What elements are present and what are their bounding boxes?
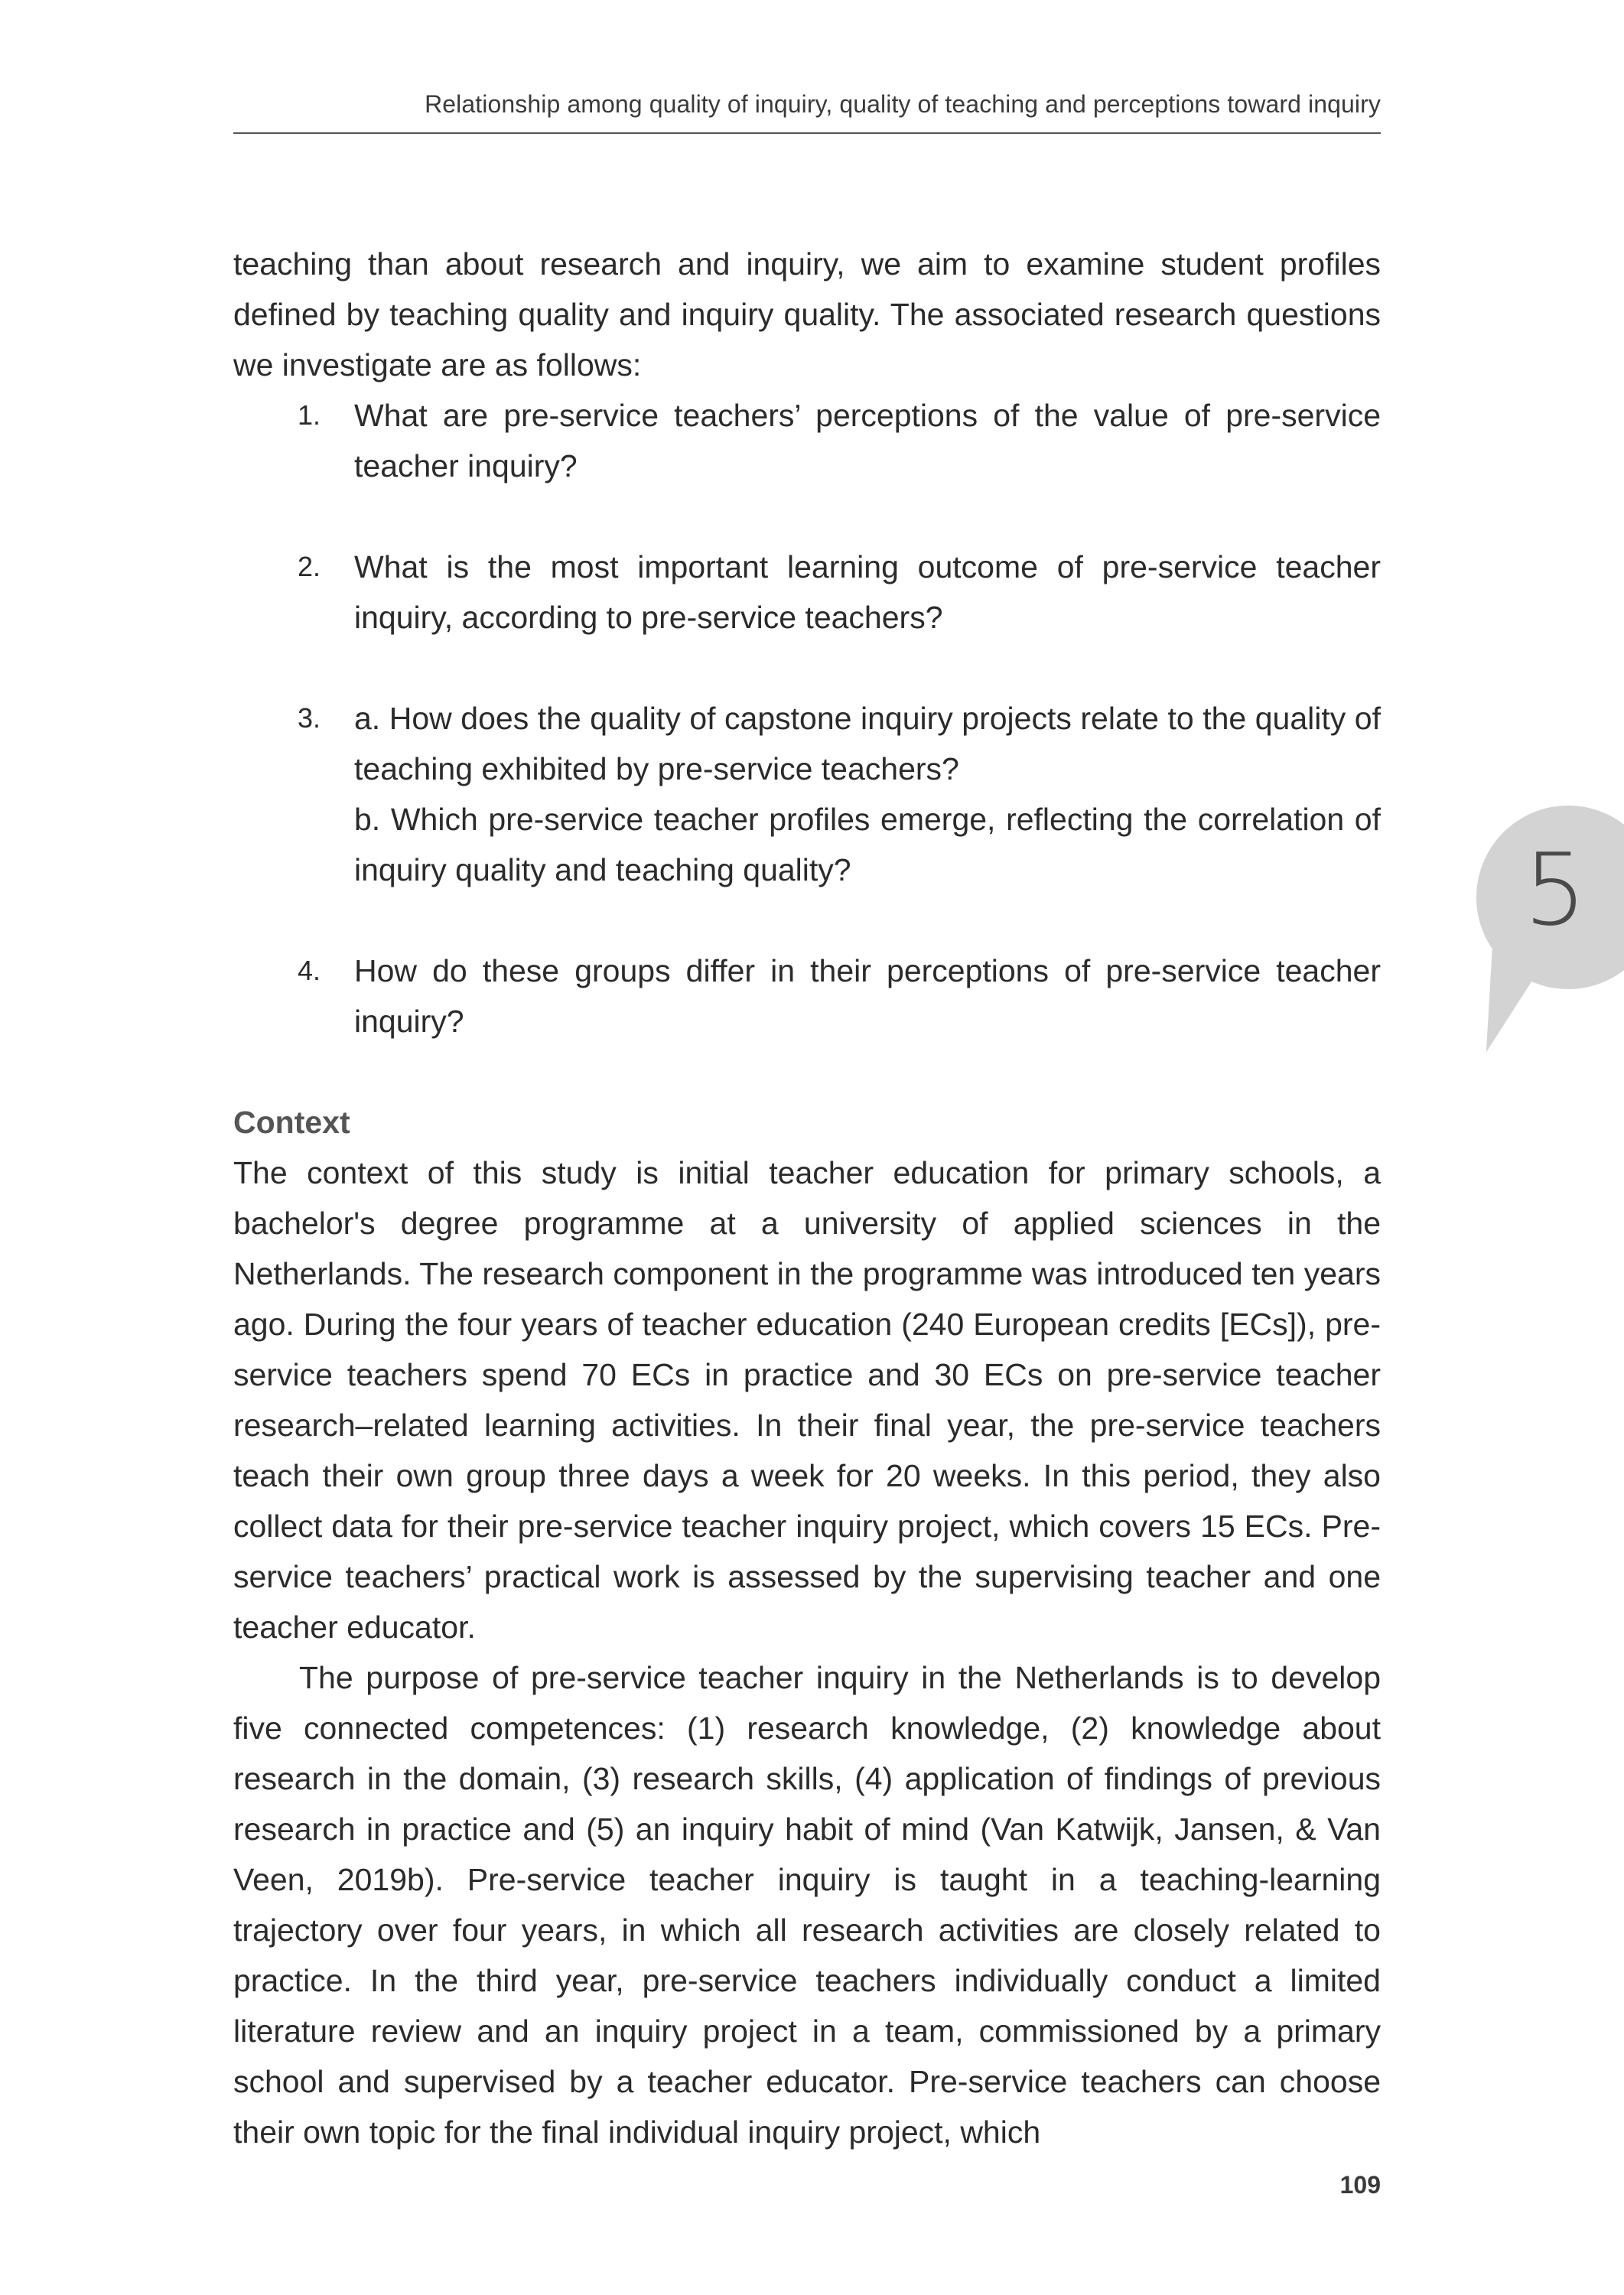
header-divider bbox=[233, 132, 1381, 134]
page-number: 109 bbox=[1339, 2171, 1381, 2199]
body-content bbox=[233, 239, 1381, 2157]
context-paragraph-1: The context of this study is initial teacher education for primary schools, a bachelor's degree programme at a university of applied sciences in the Netherlands. The research component in the programme was introduced ten years ago. During the four years of teacher education (240 European credits [ECs]), pre-service teachers spend 70 ECs in practice and 30 ECs on pre-service teacher research–related learning activities. In their final year, the pre-service teachers teach their own group three days a week for 20 weeks. In this period, they also collect data for their pre-service teacher inquiry project, which covers 15 ECs. Pre-service teachers’ practical work is assessed by the supervising teacher and one teacher educator. bbox=[233, 1155, 1381, 1645]
research-question-text: How do these groups differ in their perceptions of pre-service teacher inquiry? bbox=[354, 953, 1381, 1039]
research-question-text: What are pre-service teachers’ perceptions of the value of pre-service teacher inquiry? bbox=[354, 398, 1381, 483]
research-question-3 bbox=[233, 693, 1381, 895]
research-question-number: 4. bbox=[298, 955, 321, 986]
context-paragraph-2: The purpose of pre-service teacher inquiry in the Netherlands is to develop five connected competences: (1) research knowledge, (2) knowledge about research in the domain, (3) research skills, (4) application of findings of previous research in practice and (5) an inquiry habit of mind (Van Katwijk, Jansen, & Van Veen, 2019b). Pre-service teacher inquiry is taught in a teaching-learning trajectory over four years, in which all research activities are closely related to practice. In the third year, pre-service teachers individually conduct a limited literature review and an inquiry project in a team, commissioned by a primary school and supervised by a teacher educator. Pre-service teachers can choose their own topic for the final individual inquiry project, which bbox=[233, 1660, 1381, 2150]
research-question-text: What is the most important learning outcome of pre-service teacher inquiry, according to pre-service teachers? bbox=[354, 549, 1381, 635]
research-question-1 bbox=[233, 390, 1381, 491]
intro-paragraph: teaching than about research and inquiry, we aim to examine student profiles defined by teaching quality and inquiry quality. The associated research questions we investigate are as follows: bbox=[233, 246, 1381, 382]
section-heading-context: Context bbox=[233, 1105, 350, 1140]
research-question-text-a: a. How does the quality of capstone inquiry projects relate to the quality of teaching exhibited by pre-service teachers? bbox=[354, 701, 1381, 786]
chapter-number: 5 bbox=[1523, 832, 1587, 948]
research-question-number: 3. bbox=[298, 702, 321, 734]
running-header: Relationship among quality of inquiry, quality of teaching and perceptions toward inquiry bbox=[425, 90, 1381, 118]
research-question-2 bbox=[233, 542, 1381, 643]
research-question-4 bbox=[233, 946, 1381, 1047]
research-questions-list bbox=[233, 390, 1381, 1047]
research-question-number: 1. bbox=[298, 399, 321, 431]
research-question-number: 2. bbox=[298, 551, 321, 582]
research-question-text-b: b. Which pre-service teacher profiles emerge, reflecting the correlation of inquiry quality and teaching quality? bbox=[354, 802, 1381, 887]
